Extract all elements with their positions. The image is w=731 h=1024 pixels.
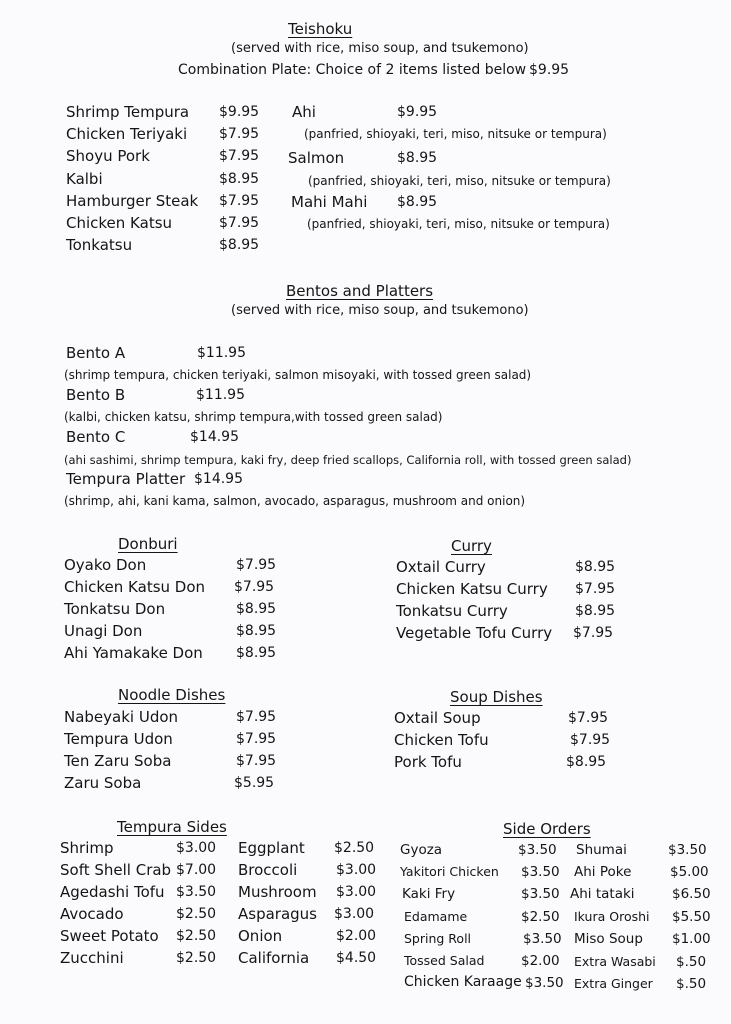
menu-item-price: $7.95: [219, 215, 260, 231]
menu-item-price: $2.50: [176, 906, 217, 922]
menu-item-name: Eggplant: [238, 839, 305, 857]
bentos-title: Bentos and Platters: [286, 282, 434, 300]
menu-item-name: Tempura Platter: [66, 470, 186, 488]
menu-item-price: $8.95: [575, 559, 616, 575]
menu-item-name: Mushroom: [238, 883, 317, 901]
menu-item-name: Vegetable Tofu Curry: [396, 624, 553, 642]
menu-item-price: $3.00: [336, 862, 377, 878]
menu-item-name: Zaru Soba: [64, 774, 142, 792]
menu-item-price: $3.50: [518, 842, 557, 858]
menu-item-description: (panfried, shioyaki, teri, miso, nitsuke or tempura): [307, 217, 610, 231]
menu-item-price: $3.00: [176, 840, 217, 856]
menu-item-name: Yakitori Chicken: [400, 864, 499, 879]
menu-item-price: $7.95: [236, 753, 277, 769]
menu-item-price: $7.95: [219, 193, 260, 209]
menu-item-name: Extra Wasabi: [574, 954, 656, 969]
menu-item-name: Ahi Yamakake Don: [64, 644, 203, 662]
menu-item-price: $3.50: [521, 886, 560, 902]
menu-item-price: $.50: [676, 976, 707, 992]
menu-item-description: (shrimp, ahi, kani kama, salmon, avocado, asparagus, mushroom and onion): [64, 494, 526, 508]
menu-item-price: $3.50: [668, 842, 707, 858]
menu-item-price: $2.00: [336, 928, 377, 944]
menu-item-name: Miso Soup: [574, 931, 643, 947]
menu-item-name: Broccoli: [238, 861, 298, 879]
menu-item-name: Chicken Tofu: [394, 731, 489, 749]
menu-item-name: Shumai: [576, 842, 627, 858]
menu-item-name: Chicken Teriyaki: [66, 125, 188, 143]
menu-item-name: Ahi Poke: [574, 864, 632, 880]
menu-item-name: Unagi Don: [64, 622, 143, 640]
menu-item-price: $9.95: [397, 104, 438, 120]
menu-item-name: Agedashi Tofu: [60, 883, 165, 901]
menu-item-price: $3.50: [525, 975, 564, 991]
menu-item-price: $2.00: [521, 953, 560, 969]
menu-item-price: $7.95: [236, 557, 277, 573]
menu-item-name: Ikura Oroshi: [574, 909, 650, 924]
teishoku-note: (served with rice, miso soup, and tsukemono): [231, 41, 529, 56]
menu-item-price: $7.95: [568, 710, 609, 726]
menu-item-name: Tempura Udon: [64, 730, 173, 748]
menu-item-price: $7.95: [219, 126, 260, 142]
menu-item-name: Mahi Mahi: [291, 193, 368, 211]
soups-title: Soup Dishes: [450, 688, 543, 706]
menu-item-price: $3.00: [334, 906, 375, 922]
menu-item-name: Chicken Karaage: [404, 974, 522, 990]
menu-item-price: $5.00: [670, 864, 709, 880]
menu-item-price: $7.95: [570, 732, 611, 748]
menu-item-name: California: [238, 949, 310, 967]
menu-item-price: $1.00: [672, 931, 711, 947]
menu-item-name: Chicken Katsu Don: [64, 578, 206, 596]
menu-item-name: Nabeyaki Udon: [64, 708, 179, 726]
menu-item-name: Bento C: [66, 428, 126, 446]
menu-item-name: Hamburger Steak: [66, 192, 199, 210]
side-orders-title: Side Orders: [503, 820, 591, 838]
menu-item-price: $7.95: [236, 731, 277, 747]
menu-item-name: Ahi: [292, 103, 316, 121]
menu-item-price: $7.95: [575, 581, 616, 597]
menu-item-price: $2.50: [521, 909, 560, 925]
menu-item-price: $.50: [676, 954, 707, 970]
menu-item-name: Chicken Katsu: [66, 214, 173, 232]
menu-item-price: $8.95: [566, 754, 607, 770]
menu-item-price: $7.95: [234, 579, 275, 595]
menu-item-name: Tonkatsu: [66, 236, 133, 254]
menu-item-price: $7.95: [236, 709, 277, 725]
menu-item-name: Oyako Don: [64, 556, 147, 574]
menu-item-price: $2.50: [176, 950, 217, 966]
menu-item-price: $11.95: [197, 345, 246, 361]
menu-item-price: $3.50: [523, 931, 562, 947]
menu-item-description: (shrimp tempura, chicken teriyaki, salmon misoyaki, with tossed green salad): [64, 368, 532, 382]
teishoku-title: Teishoku: [288, 20, 353, 38]
menu-item-price: $3.50: [176, 884, 217, 900]
menu-item-name: Oxtail Curry: [396, 558, 486, 576]
menu-item-name: Bento A: [66, 344, 126, 362]
menu-item-price: $14.95: [190, 429, 239, 445]
menu-item-price: $3.50: [521, 864, 560, 880]
menu-item-description: (panfried, shioyaki, teri, miso, nitsuke or tempura): [304, 127, 607, 141]
menu-item-name: Tossed Salad: [404, 953, 485, 968]
menu-item-name: Sweet Potato: [60, 927, 159, 945]
menu-item-price: $8.95: [236, 601, 277, 617]
menu-item-name: Spring Roll: [404, 931, 472, 946]
menu-item-name: Kalbi: [66, 170, 103, 188]
menu-item-price: $9.95: [219, 104, 260, 120]
menu-item-name: Onion: [238, 927, 283, 945]
menu-item-name: Tonkatsu Don: [64, 600, 166, 618]
menu-item-price: $8.95: [575, 603, 616, 619]
menu-item-name: Edamame: [404, 909, 468, 924]
menu-item-name: Oxtail Soup: [394, 709, 481, 727]
menu-item-name: Shoyu Pork: [66, 147, 150, 165]
menu-item-name: Ahi tataki: [570, 886, 635, 902]
menu-item-name: Shrimp Tempura: [66, 103, 190, 121]
menu-item-price: $6.50: [672, 886, 711, 902]
menu-item-price: $8.95: [236, 645, 277, 661]
menu-item-price: $2.50: [334, 840, 375, 856]
menu-item-description: (panfried, shioyaki, teri, miso, nitsuke or tempura): [308, 174, 611, 188]
menu-item-name: Avocado: [60, 905, 124, 923]
menu-item-price: $8.95: [236, 623, 277, 639]
tempura-sides-title: Tempura Sides: [117, 818, 227, 836]
menu-item-price: $4.50: [336, 950, 377, 966]
menu-item-name: Extra Ginger: [574, 976, 653, 991]
menu-item-name: Pork Tofu: [394, 753, 462, 771]
menu-item-price: $7.95: [219, 148, 260, 164]
menu-item-name: Ten Zaru Soba: [64, 752, 172, 770]
menu-item-name: Bento B: [66, 386, 126, 404]
menu-item-name: Shrimp: [60, 839, 114, 857]
menu-item-price: $14.95: [194, 471, 243, 487]
menu-item-name: Chicken Katsu Curry: [396, 580, 548, 598]
menu-item-price: $2.50: [176, 928, 217, 944]
menu-item-name: Kaki Fry: [402, 886, 456, 902]
menu-item-price: $5.95: [234, 775, 275, 791]
curry-title: Curry: [451, 537, 492, 555]
bentos-note: (served with rice, miso soup, and tsukemono): [231, 303, 529, 318]
menu-item-name: Salmon: [288, 149, 345, 167]
combo-label: Combination Plate: Choice of 2 items listed below: [178, 62, 527, 78]
menu-item-name: Tonkatsu Curry: [396, 602, 508, 620]
menu-item-name: Zucchini: [60, 949, 124, 967]
menu-item-name: Asparagus: [238, 905, 317, 923]
noodles-title: Noodle Dishes: [118, 686, 226, 704]
menu-item-description: (ahi sashimi, shrimp tempura, kaki fry, deep fried scallops, California roll, with tossed green salad): [64, 453, 632, 467]
menu-item-description: (kalbi, chicken katsu, shrimp tempura,with tossed green salad): [64, 410, 443, 424]
menu-item-price: $8.95: [397, 194, 438, 210]
menu-item-price: $5.50: [672, 909, 711, 925]
menu-item-price: $7.95: [573, 625, 614, 641]
menu-item-name: Gyoza: [400, 842, 443, 858]
menu-item-price: $11.95: [196, 387, 245, 403]
menu-item-name: Soft Shell Crab: [60, 861, 172, 879]
menu-item-price: $8.95: [219, 171, 260, 187]
menu-item-price: $3.00: [336, 884, 377, 900]
menu-item-price: $8.95: [219, 237, 260, 253]
combo-price: $9.95: [529, 62, 570, 78]
menu-item-price: $8.95: [397, 150, 438, 166]
menu-item-price: $7.00: [176, 862, 217, 878]
donburi-title: Donburi: [118, 535, 178, 553]
